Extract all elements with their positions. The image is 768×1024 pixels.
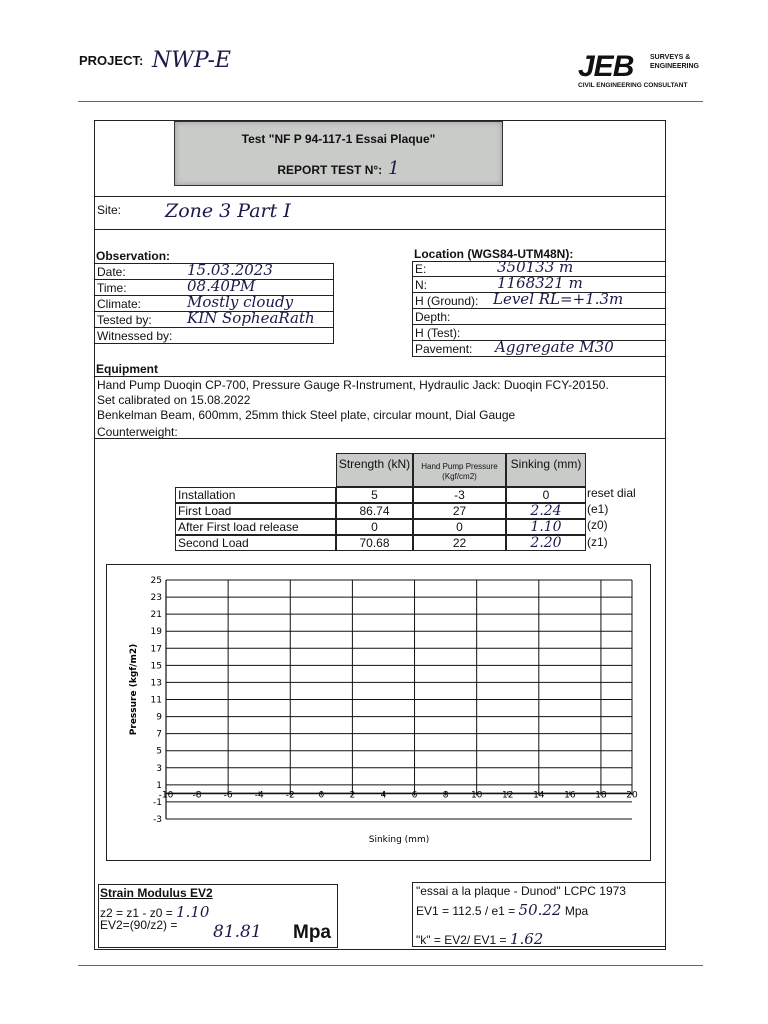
y-tick-label: 5	[156, 746, 162, 757]
pressure-cell: -3	[413, 487, 506, 503]
observation-heading: Observation:	[96, 249, 171, 263]
project-label: PROJECT:	[79, 53, 144, 68]
y-tick-label: 9	[156, 712, 162, 723]
strength-cell: 5	[336, 487, 413, 503]
k-label: "k" = EV2/ EV1 =	[416, 933, 507, 947]
location-label: H (Ground):	[415, 294, 479, 308]
x-tick-label: -4	[254, 790, 264, 801]
location-label: E:	[415, 262, 427, 276]
location-label: Depth:	[415, 310, 451, 324]
sinking-value: 2.20	[530, 535, 562, 551]
report-number-value: 1	[388, 158, 400, 179]
observation-label: Climate:	[97, 297, 142, 311]
y-tick-label: 19	[150, 627, 162, 638]
x-tick-label: 6	[411, 790, 418, 801]
y-tick-label: 17	[150, 644, 162, 655]
row-note: (z0)	[587, 518, 608, 532]
ev2-value: 81.81	[213, 922, 262, 942]
row-note: (z1)	[587, 535, 608, 549]
strength-header: Strength (kN)	[336, 453, 413, 487]
pressure-sinking-chart	[106, 564, 651, 861]
k-line	[416, 930, 543, 948]
strength-cell: 70.68	[336, 535, 413, 551]
observation-value: 15.03.2023	[187, 261, 273, 279]
ev1-unit: Mpa	[564, 904, 589, 918]
location-heading: Location (WGS84-UTM48N):	[414, 247, 574, 261]
header-divider	[78, 101, 703, 102]
x-tick-label: 10	[470, 790, 483, 801]
sinking-cell	[506, 535, 586, 551]
sinking-value: 1.10	[530, 519, 562, 535]
row-note: reset dial	[587, 486, 636, 500]
location-value: Level RL=+1.3m	[493, 290, 624, 308]
pressure-cell: 22	[413, 535, 506, 551]
ev2-unit: Mpa	[293, 922, 331, 943]
x-tick-label: 20	[626, 790, 638, 801]
location-value: 1168321 m	[497, 274, 583, 292]
equipment-line: Hand Pump Duoqin CP-700, Pressure Gauge R-Instrument, Hydraulic Jack: Duoqin FCY-20150.	[97, 378, 609, 392]
y-tick-label: -1	[153, 797, 162, 808]
observation-value: 08.40PM	[187, 277, 256, 295]
sinking-value: 2.24	[530, 503, 562, 519]
location-label: N:	[415, 278, 427, 292]
location-row	[412, 309, 666, 325]
k-value: 1.62	[509, 930, 544, 948]
observation-label: Date:	[97, 265, 126, 279]
ev1-value: 50.22	[518, 901, 562, 919]
x-tick-label: 8	[442, 790, 449, 801]
y-tick-label: 23	[150, 593, 162, 604]
chart-grid	[166, 580, 632, 819]
row-label: Second Load	[175, 535, 336, 551]
y-tick-label: 21	[150, 610, 162, 621]
x-tick-label: -10	[158, 790, 174, 801]
title-box	[174, 121, 503, 186]
y-tick-label: 3	[156, 763, 162, 774]
equipment-heading: Equipment	[96, 362, 158, 376]
x-axis-label: Sinking (mm)	[368, 835, 430, 845]
x-tick-label: 16	[564, 790, 576, 801]
x-tick-label: 18	[595, 790, 607, 801]
equipment-line: Benkelman Beam, 600mm, 25mm thick Steel plate, circular mount, Dial Gauge	[97, 408, 516, 422]
logo-line-3: CIVIL ENGINEERING CONSULTANT	[578, 82, 688, 89]
footer-divider	[78, 965, 703, 966]
x-tick-label: 0	[318, 790, 325, 801]
x-tick-label: 12	[502, 790, 514, 801]
project-value: NWP-E	[152, 48, 231, 73]
location-label: Pavement:	[415, 342, 473, 356]
strength-cell: 0	[336, 519, 413, 535]
pressure-cell: 0	[413, 519, 506, 535]
logo-letters: JEB	[578, 50, 634, 83]
equipment-line: Set calibrated on 15.08.2022	[97, 393, 251, 407]
y-tick-label: 13	[150, 678, 162, 689]
observation-row	[94, 309, 334, 328]
observation-value: Mostly cloudy	[187, 293, 294, 311]
pressure-cell: 27	[413, 503, 506, 519]
y-tick-label: 7	[156, 729, 162, 740]
row-label: Installation	[175, 487, 336, 503]
equipment-line: Counterweight:	[97, 425, 178, 439]
y-tick-label: 15	[150, 661, 162, 672]
z2-label: z2 = z1 - z0 =	[100, 906, 173, 920]
row-note: (e1)	[587, 502, 609, 516]
y-tick-label: -3	[153, 815, 162, 825]
x-tick-label: 14	[533, 790, 545, 801]
location-label: H (Test):	[415, 326, 461, 340]
report-number-label: REPORT TEST N°:	[277, 163, 383, 177]
logo-line-1: SURVEYS &	[650, 54, 691, 61]
company-logo	[576, 50, 706, 92]
location-row	[412, 338, 666, 357]
strain-heading: Strain Modulus EV2	[100, 886, 213, 900]
row-label: First Load	[175, 503, 336, 519]
observation-value: KIN SopheaRath	[187, 309, 315, 327]
row-label: After First load release	[175, 519, 336, 535]
pressure-header: Hand Pump Pressure (Kgf/cm2)	[413, 453, 506, 487]
x-tick-label: 4	[380, 790, 387, 801]
sinking-cell: 0	[506, 487, 586, 503]
report-number-line	[175, 158, 502, 179]
x-tick-label: 2	[349, 790, 356, 801]
observation-label: Witnessed by:	[97, 329, 173, 343]
sinking-cell	[506, 503, 586, 519]
observation-label: Tested by:	[97, 313, 152, 327]
ev1-line	[416, 901, 588, 919]
y-tick-label: 25	[150, 576, 162, 586]
test-title: Test "NF P 94-117-1 Essai Plaque"	[241, 132, 436, 146]
observation-table	[94, 263, 334, 345]
ev2-label: EV2=(90/z2) =	[100, 918, 178, 932]
location-row	[412, 290, 666, 309]
location-value: Aggregate M30	[495, 338, 614, 356]
observation-row	[94, 328, 334, 344]
x-tick-label: -2	[285, 790, 295, 801]
x-tick-label: -6	[223, 790, 233, 801]
chart-tick-labels	[151, 576, 638, 825]
strength-cell: 86.74	[336, 503, 413, 519]
ev1-label: EV1 = 112.5 / e1 =	[416, 904, 516, 918]
z2-value: 1.10	[176, 903, 210, 921]
observation-label: Time:	[97, 281, 127, 295]
location-value: 350133 m	[497, 258, 574, 276]
dunod-heading: "essai a la plaque - Dunod" LCPC 1973	[416, 884, 626, 898]
y-tick-label: 1	[156, 780, 162, 791]
x-tick-label: -8	[192, 790, 202, 801]
site-value: Zone 3 Part I	[165, 200, 291, 222]
site-label: Site:	[97, 203, 122, 217]
sinking-cell	[506, 519, 586, 535]
y-axis-label: Pressure (kgf/m2)	[129, 643, 139, 736]
logo-line-2: ENGINEERING	[650, 63, 700, 70]
sinking-header: Sinking (mm)	[506, 453, 586, 487]
y-tick-label: 11	[150, 695, 162, 706]
